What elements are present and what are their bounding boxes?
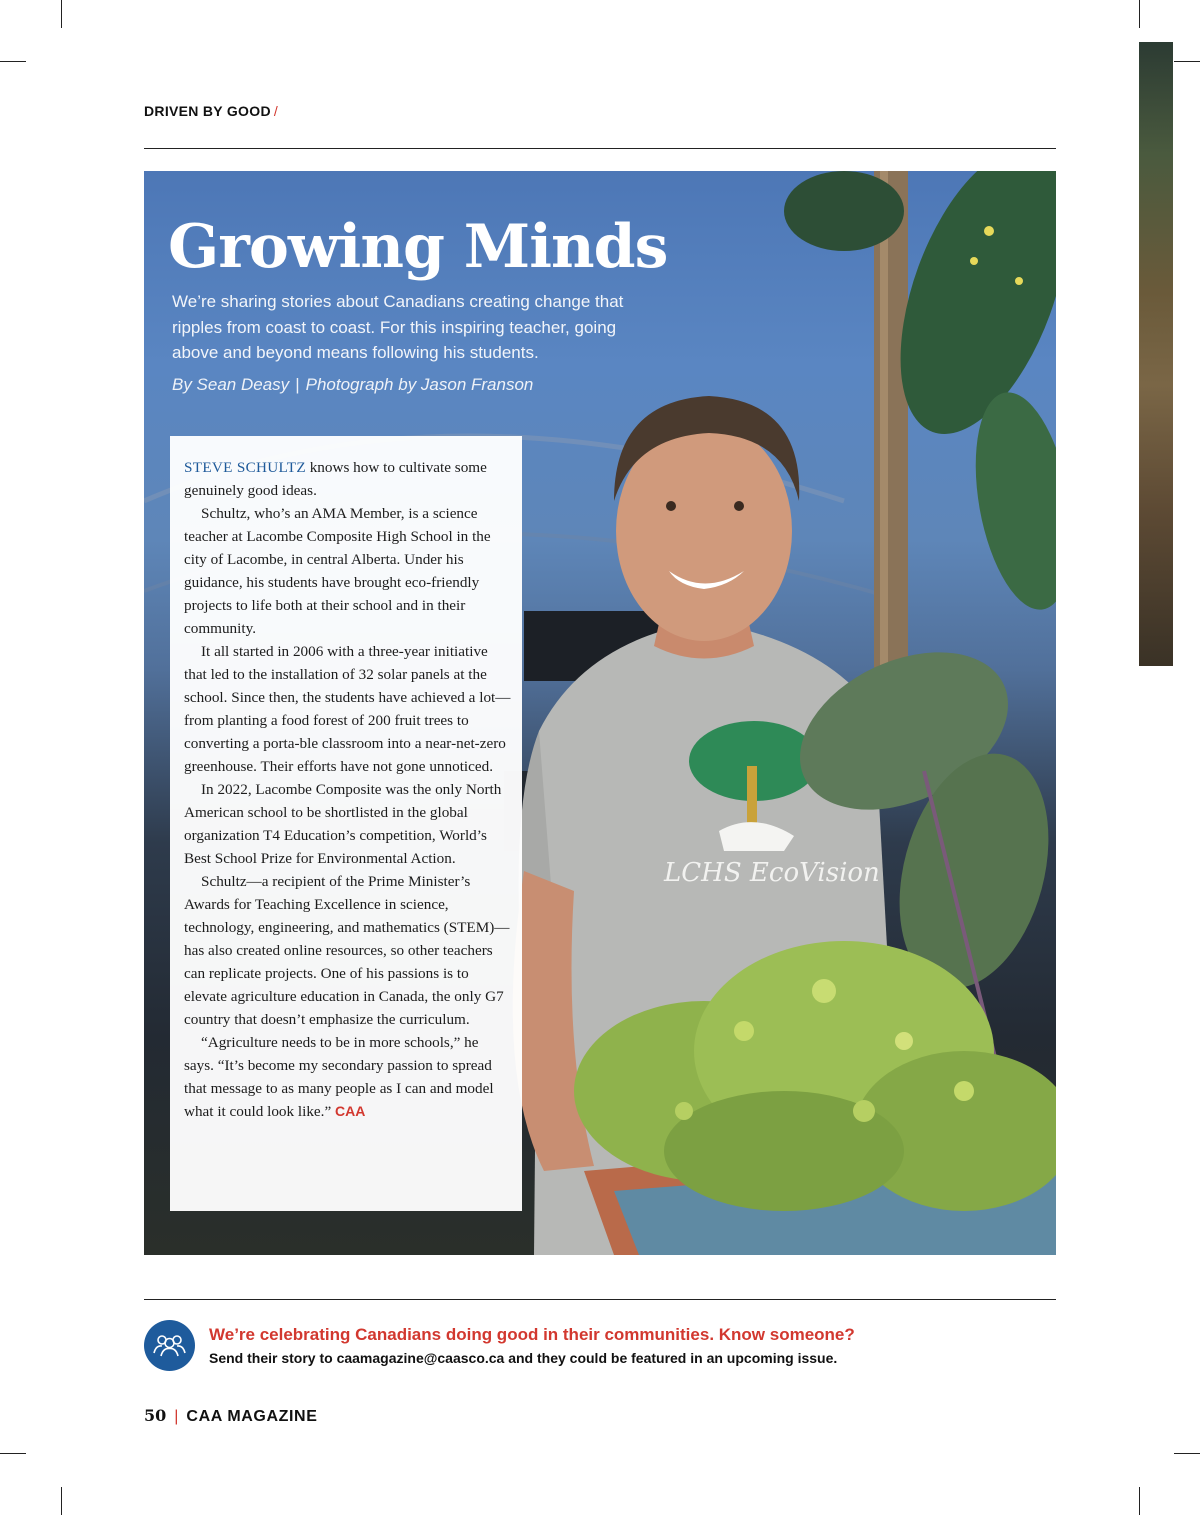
body-paragraph: It all started in 2006 with a three-year initiative that led to the installation of 32 solar panels at the school. Since then, the students have achieved a lot—from planting a food forest of 200 fruit trees to converting a porta-ble classroom into a near-net-zero greenhouse. Their efforts have not gone unnoticed. — [184, 643, 511, 775]
top-rule — [144, 148, 1056, 149]
article-dek: We’re sharing stories about Canadians creating change that ripples from coast to coast. For this inspiring teacher, going above and beyond means following his students. — [172, 292, 624, 362]
body-paragraph: STEVE SCHULTZ knows how to cultivate some genuinely good ideas. — [184, 459, 487, 499]
crop-mark — [0, 61, 26, 62]
page-footer: 50 | CAA MAGAZINE — [144, 1406, 318, 1425]
photo-credit: Photograph by Jason Franson — [305, 375, 534, 394]
article-body — [184, 456, 512, 1123]
shirt-logo-text: LCHS EcoVision — [664, 858, 880, 888]
crop-mark — [1174, 1453, 1200, 1454]
article-byline: By Sean Deasy | Photograph by Jason Franson — [172, 375, 534, 394]
people-group-icon — [144, 1320, 195, 1371]
crop-mark — [1139, 0, 1140, 28]
crop-mark — [1139, 1487, 1140, 1515]
adjacent-page-photo-strip — [1139, 42, 1173, 666]
lead-in: STEVE SCHULTZ — [184, 459, 306, 476]
author-credit: By Sean Deasy — [172, 375, 290, 394]
cta-rule — [144, 1299, 1056, 1300]
body-paragraph: Schultz—a recipient of the Prime Minister’s Awards for Teaching Excellence in science, technology, engineering, and mathematics (STEM)—has also created online resources, so other teachers can replicate projects. One of his passions is to elevate agriculture education in Canada, the only G7 country that doesn’t emphasize the curriculum. — [184, 873, 510, 1028]
crop-mark — [61, 1487, 62, 1515]
crop-mark — [61, 0, 62, 28]
page-number: 50 — [144, 1406, 167, 1425]
article-headline: Growing Minds — [168, 212, 668, 282]
cta-subtitle: Send their story to caamagazine@caasco.ca and they could be featured in an upcoming issue. — [209, 1350, 838, 1366]
section-label: DRIVEN BY GOOD / — [144, 103, 279, 119]
end-mark: CAA — [335, 1103, 366, 1119]
magazine-name: CAA MAGAZINE — [186, 1408, 318, 1425]
body-paragraph: “Agriculture needs to be in more schools,” he says. “It’s become my secondary passion to spread that message to as many people as I can and model what it could look like.” CAA — [184, 1034, 494, 1120]
body-paragraph: Schultz, who’s an AMA Member, is a science teacher at Lacombe Composite High School in the city of Lacombe, in central Alberta. Under his guidance, his students have brought eco-friendly projects to life both at their school and in their community. — [184, 505, 491, 637]
crop-mark — [1174, 61, 1200, 62]
crop-mark — [0, 1453, 26, 1454]
cta-title: We’re celebrating Canadians doing good in their communities. Know someone? — [209, 1325, 855, 1344]
body-paragraph: In 2022, Lacombe Composite was the only North American school to be shortlisted in the global organization T4 Education’s competition, World’s Best School Prize for Environmental Action. — [184, 781, 502, 867]
